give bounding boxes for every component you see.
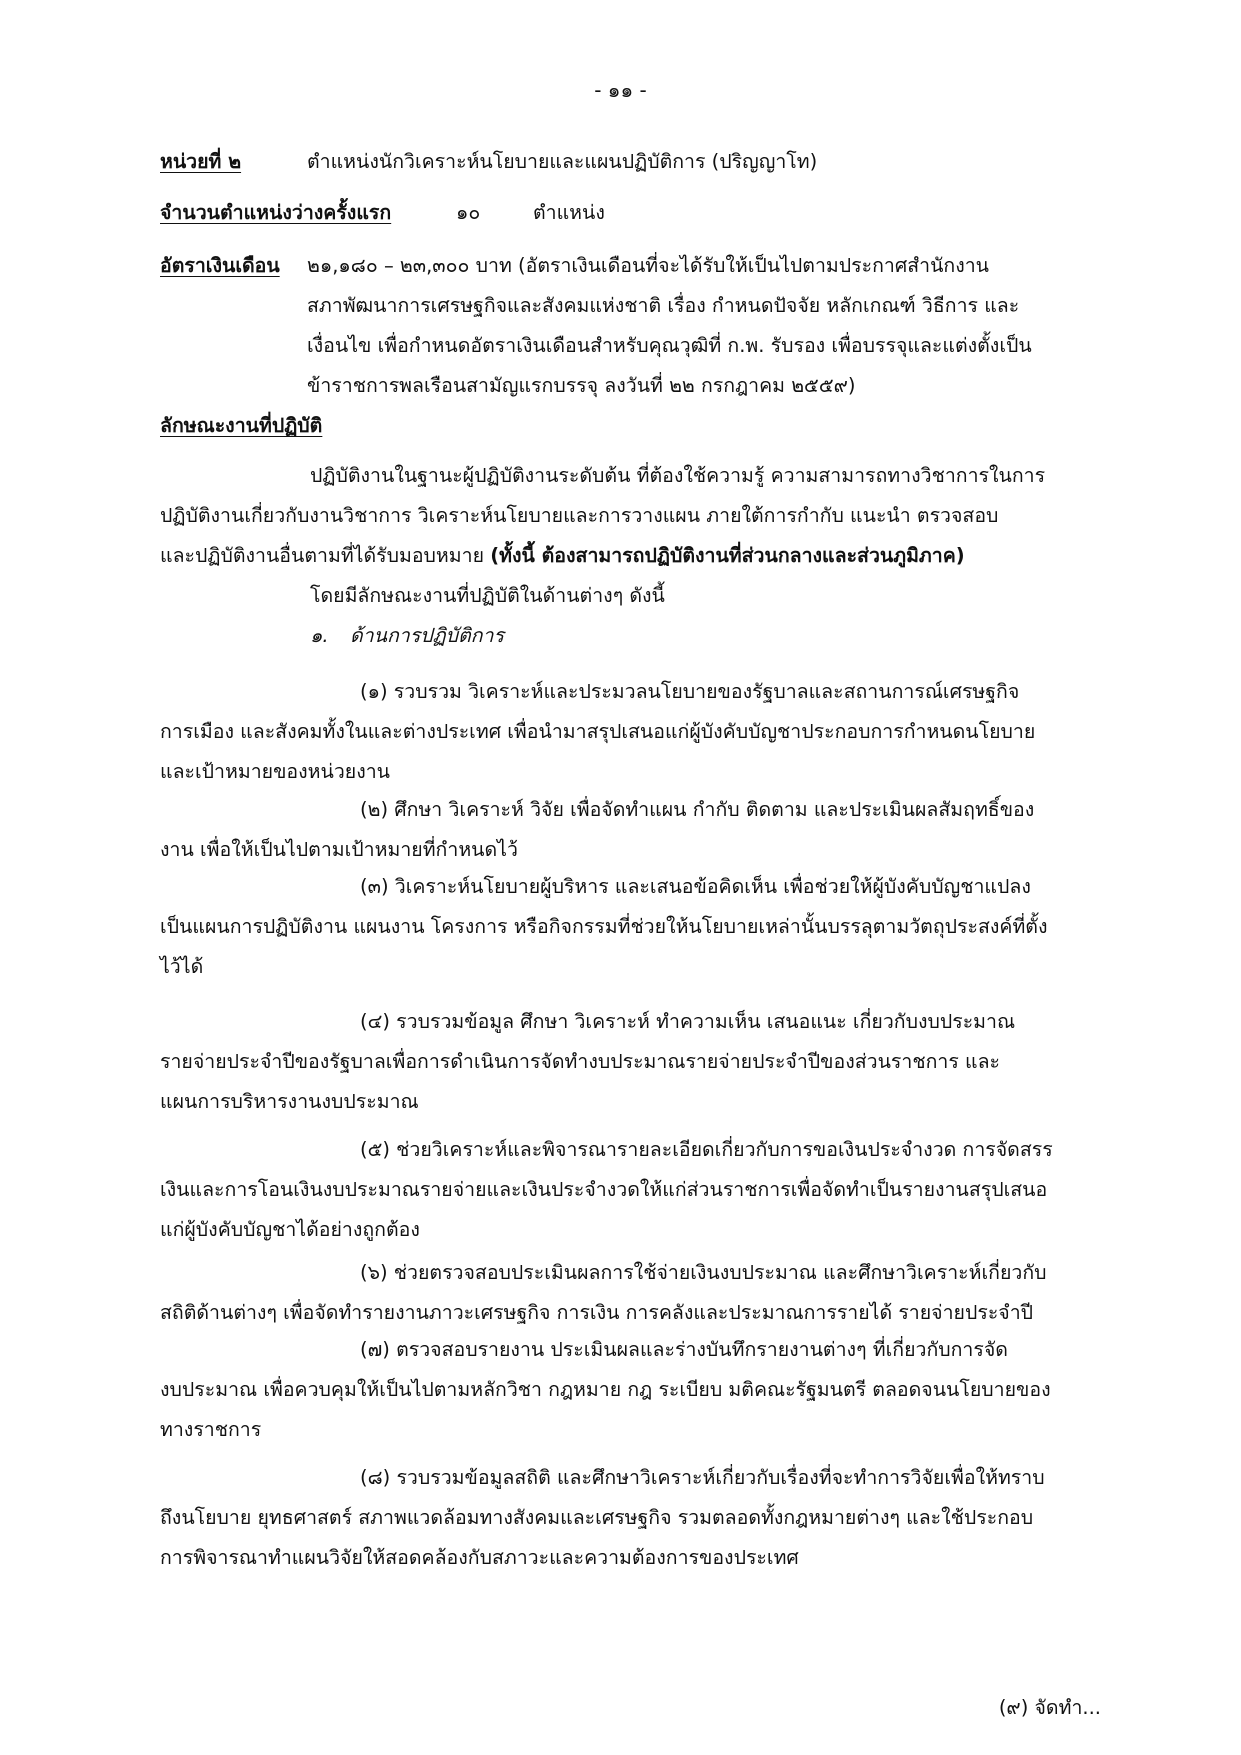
intro-line (160, 536, 1105, 576)
item-line: งบประมาณ เพื่อควบคุมให้เป็นไปตามหลักวิชา กฎหมาย กฎ ระเบียบ มติคณะรัฐมนตรี ตลอดจนนโยบายของ (160, 1378, 1051, 1401)
item-line: เป็นแผนการปฏิบัติงาน แผนงาน โครงการ หรือกิจกรรมที่ช่วยให้นโยบายเหล่านั้นบรรลุตามวัตถุประสงค์ที่ตั้ง (160, 915, 1048, 938)
salary-line: เงื่อนไข เพื่อกำหนดอัตราเงินเดือนสำหรับคุณวุฒิที่ ก.พ. รับรอง เพื่อบรรจุและแต่งตั้งเป็น (307, 334, 1032, 357)
item-line: และเป้าหมายของหน่วยงาน (160, 760, 390, 783)
vacancies-count: ๑๐ (456, 201, 481, 224)
item-line: (๒) ศึกษา วิเคราะห์ วิจัย เพื่อจัดทำแผน กำกับ ติดตาม และประเมินผลสัมฤทธิ์ของ (360, 798, 1035, 821)
salary-label: อัตราเงินเดือน (160, 254, 280, 277)
vacancies-unit: ตำแหน่ง (533, 201, 605, 224)
item-line: แผนการบริหารงานงบประมาณ (160, 1090, 419, 1113)
item-line: (๕) ช่วยวิเคราะห์และพิจารณารายละเอียดเกี่ยวกับการขอเงินประจำงวด การจัดสรร (360, 1138, 1053, 1161)
item-5 (160, 1130, 1105, 1250)
item-6 (160, 1253, 1105, 1333)
salary-line: สภาพัฒนาการเศรษฐกิจและสังคมแห่งชาติ เรื่อง กำหนดปัจจัย หลักเกณฑ์ วิธีการ และ (307, 294, 1020, 317)
continuation-footer: (๙) จัดทำ... (998, 1696, 1101, 1719)
item-line: รายจ่ายประจำปีของรัฐบาลเพื่อการดำเนินการจัดทำงบประมาณรายจ่ายประจำปีของส่วนราชการ และ (160, 1050, 1000, 1073)
intro-line: ปฏิบัติงานในฐานะผู้ปฏิบัติงานระดับต้น ที่ต้องใช้ความรู้ ความสามารถทางวิชาการในการ (310, 464, 1046, 487)
item-line: (๓) วิเคราะห์นโยบายผู้บริหาร และเสนอข้อคิดเห็น เพื่อช่วยให้ผู้บังคับบัญชาแปลง (360, 875, 1031, 898)
intro-line: ปฏิบัติงานเกี่ยวกับงานวิชาการ วิเคราะห์นโยบายและการวางแผน ภายใต้การกำกับ แนะนำ ตรวจสอบ (160, 504, 999, 527)
item-line: ถึงนโยบาย ยุทธศาสตร์ สภาพแวดล้อมทางสังคมและเศรษฐกิจ รวมตลอดทั้งกฎหมายต่างๆ และใช้ประกอบ (160, 1506, 1034, 1529)
salary-line: ๒๑,๑๘๐ – ๒๓,๓๐๐ บาท (อัตราเงินเดือนที่จะได้รับให้เป็นไปตามประกาศสำนักงาน (307, 254, 990, 277)
intro-line3-plain: และปฏิบัติงานอื่นตามที่ได้รับมอบหมาย (160, 544, 485, 567)
unit-label: หน่วยที่ ๒ (160, 150, 242, 173)
intro-line: โดยมีลักษณะงานที่ปฏิบัติในด้านต่างๆ ดังนี้ (310, 584, 665, 607)
item-line: การพิจารณาทำแผนวิจัยให้สอดคล้องกับสภาวะและความต้องการของประเทศ (160, 1546, 799, 1569)
unit-value: ตำแหน่งนักวิเคราะห์นโยบายและแผนปฏิบัติการ (ปริญญาโท) (307, 150, 818, 173)
item-7 (160, 1330, 1105, 1450)
item-line: ไว้ได้ (160, 955, 204, 978)
item-line: (๖) ช่วยตรวจสอบประเมินผลการใช้จ่ายเงินงบประมาณ และศึกษาวิเคราะห์เกี่ยวกับ (360, 1261, 1047, 1284)
item-line: การเมือง และสังคมทั้งในและต่างประเทศ เพื่อนำมาสรุปเสนอแก่ผู้บังคับบัญชาประกอบการกำหนดนโยบาย (160, 720, 1036, 743)
item-8 (160, 1458, 1105, 1578)
item-line: เงินและการโอนเงินงบประมาณรายจ่ายและเงินประจำงวดให้แก่ส่วนราชการเพื่อจัดทำเป็นรายงานสรุปเสนอ (160, 1178, 1048, 1201)
item-line: ทางราชการ (160, 1418, 262, 1441)
duties-intro (160, 456, 1105, 656)
page-number: - ๑๑ - (594, 78, 647, 102)
section1-number: ๑. (310, 624, 329, 647)
item-line: (๗) ตรวจสอบรายงาน ประเมินผลและร่างบันทึกรายงานต่างๆ ที่เกี่ยวกับการจัด (360, 1338, 1008, 1361)
item-line: งาน เพื่อให้เป็นไปตามเป้าหมายที่กำหนดไว้ (160, 838, 518, 861)
item-line: สถิติด้านต่างๆ เพื่อจัดทำรายงานภาวะเศรษฐกิจ การเงิน การคลังและประมาณการรายได้ รายจ่ายประจำปี (160, 1301, 1034, 1324)
item-line: (๘) รวบรวมข้อมูลสถิติ และศึกษาวิเคราะห์เกี่ยวกับเรื่องที่จะทำการวิจัยเพื่อให้ทราบ (360, 1466, 1045, 1489)
section1-heading (160, 616, 1105, 656)
item-line: แก่ผู้บังคับบัญชาได้อย่างถูกต้อง (160, 1218, 420, 1241)
vacancies-label: จำนวนตำแหน่งว่างครั้งแรก (160, 201, 392, 224)
section1-title: ด้านการปฏิบัติการ (350, 624, 504, 647)
duties-heading: ลักษณะงานที่ปฏิบัติ (160, 414, 323, 437)
item-4 (160, 1002, 1105, 1122)
item-1 (160, 672, 1105, 792)
intro-line3-bold: (ทั้งนี้ ต้องสามารถปฏิบัติงานที่ส่วนกลางและส่วนภูมิภาค) (490, 544, 965, 567)
salary-block (307, 246, 1105, 406)
item-line: (๑) รวบรวม วิเคราะห์และประมวลนโยบายของรัฐบาลและสถานการณ์เศรษฐกิจ (360, 680, 1020, 703)
salary-line: ข้าราชการพลเรือนสามัญแรกบรรจุ ลงวันที่ ๒๒ กรกฎาคม ๒๕๕๙) (307, 374, 856, 397)
item-3 (160, 867, 1105, 987)
item-2 (160, 790, 1105, 870)
item-line: (๔) รวบรวมข้อมูล ศึกษา วิเคราะห์ ทำความเห็น เสนอแนะ เกี่ยวกับงบประมาณ (360, 1010, 1016, 1033)
